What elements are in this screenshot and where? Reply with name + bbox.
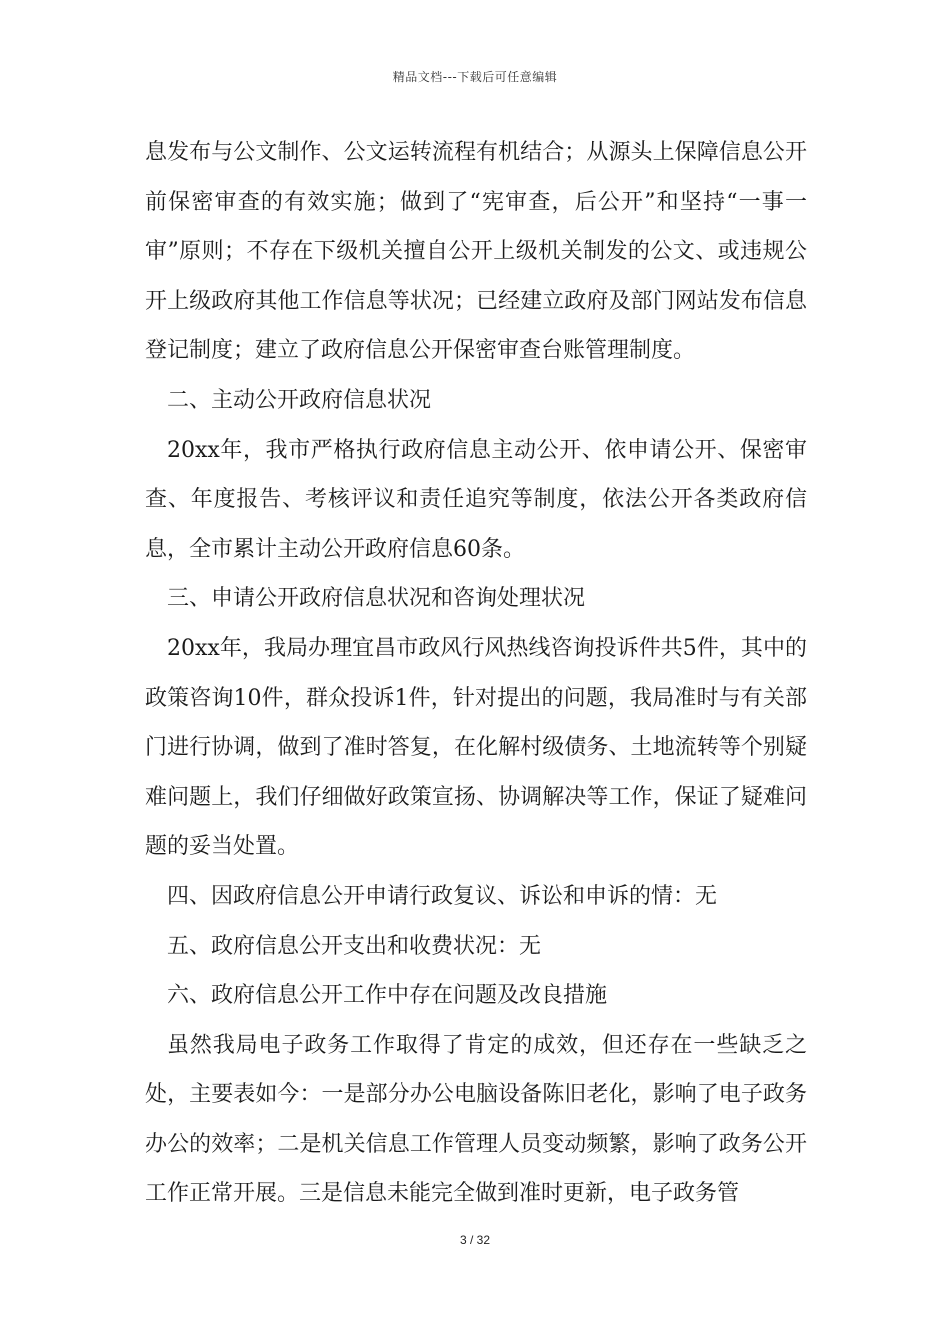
paragraph-consultation: 20xx年，我局办理宜昌市政风行风热线咨询投诉件共5件，其中的政策咨询10件，群众投诉1件，针对提出的问题，我局准时与有关部门进行协调，做到了准时答复，在化解村级债务、土地流转等个别疑难问题上，我们仔细做好政策宣扬、协调解决等工作，保证了疑难问题的妥当处置。 bbox=[145, 635, 807, 860]
section-heading-3: 三、申请公开政府信息状况和咨询处理状况 bbox=[167, 586, 586, 612]
paragraph-continuation: 息发布与公文制作、公文运转流程有机结合；从源头上保障信息公开前保密审查的有效实施；做到了“宪审查，后公开”和坚持“一事一审”原则；不存在下级机关擅自公开上级机关制发的公文、或违规公开上级政府其他工作信息等状况；已经建立政府及部门网站发布信息登记制度；建立了政府信息公开保密审查台账管理制度。 bbox=[145, 140, 807, 364]
section-heading-4: 四、因政府信息公开申请行政复议、诉讼和申诉的情：无 bbox=[167, 883, 718, 909]
page-header: 精品文档---下载后可任意编辑 bbox=[392, 70, 558, 84]
document-body bbox=[145, 128, 807, 1219]
paragraph-active-disclosure: 20xx年，我市严格执行政府信息主动公开、依申请公开、保密审查、年度报告、考核评议和责任追究等制度，依法公开各类政府信息，全市累计主动公开政府信息60条。 bbox=[145, 437, 807, 562]
section-heading-5: 五、政府信息公开支出和收费状况：无 bbox=[167, 933, 542, 959]
page-number: 3 / 32 bbox=[459, 1233, 491, 1247]
section-heading-6: 六、政府信息公开工作中存在问题及改良措施 bbox=[167, 983, 608, 1009]
paragraph-problems: 虽然我局电子政务工作取得了肯定的成效，但还存在一些缺乏之处，主要表如今：一是部分办公电脑设备陈旧老化，影响了电子政务办公的效率；二是机关信息工作管理人员变动频繁，影响了政务公开工作正常开展。三是信息未能完全做到准时更新，电子政务管 bbox=[145, 1032, 807, 1207]
section-heading-2: 二、主动公开政府信息状况 bbox=[167, 387, 432, 413]
